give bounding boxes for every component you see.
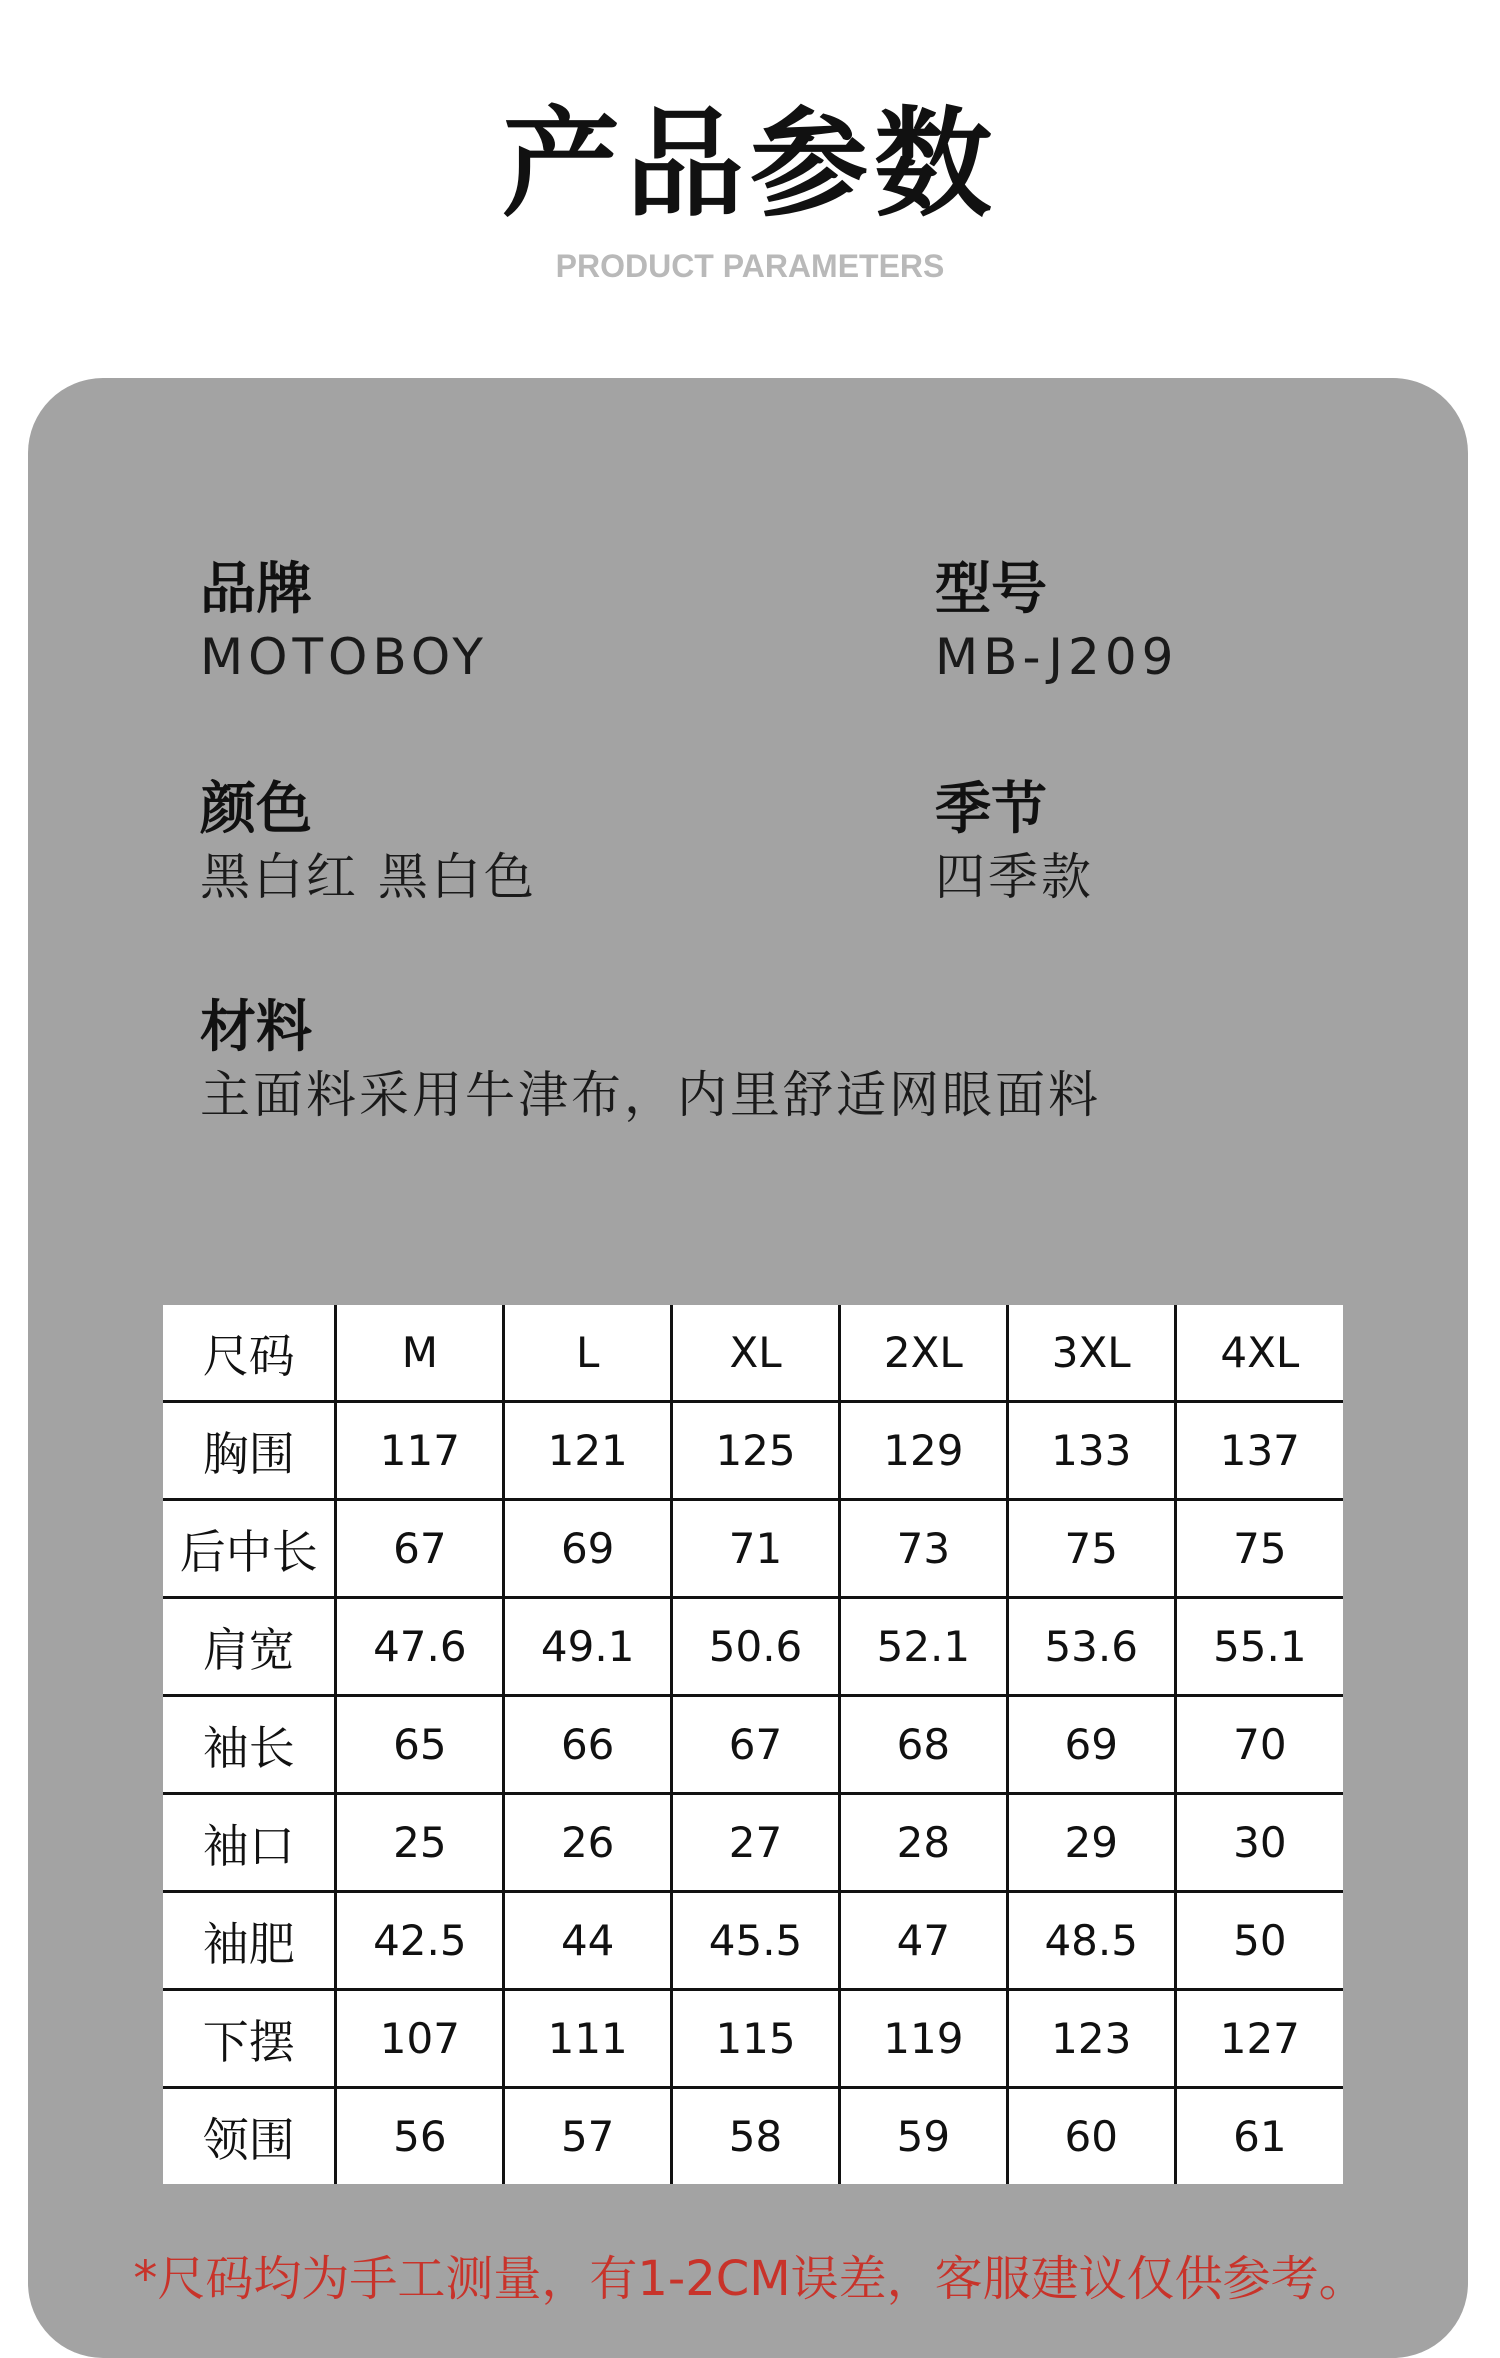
table-cell: 133 bbox=[1007, 1402, 1175, 1500]
spec-color bbox=[200, 777, 537, 906]
table-cell: 60 bbox=[1007, 2088, 1175, 2185]
table-cell: 25 bbox=[336, 1794, 504, 1892]
table-cell: 48.5 bbox=[1007, 1892, 1175, 1990]
table-cell: 50.6 bbox=[672, 1598, 840, 1696]
spec-material-value: 主面料采用牛津布，内里舒适网眼面料 bbox=[200, 1066, 1101, 1124]
table-cell: 119 bbox=[839, 1990, 1007, 2088]
spec-season bbox=[935, 777, 1094, 906]
table-cell: 67 bbox=[672, 1696, 840, 1794]
table-cell: 52.1 bbox=[839, 1598, 1007, 1696]
table-row-label: 后中长 bbox=[163, 1500, 336, 1598]
table-cell: 59 bbox=[839, 2088, 1007, 2185]
table-cell: 67 bbox=[336, 1500, 504, 1598]
table-cell: 55.1 bbox=[1175, 1598, 1343, 1696]
table-row bbox=[163, 1794, 1343, 1892]
table-cell: 47 bbox=[839, 1892, 1007, 1990]
table-cell: 58 bbox=[672, 2088, 840, 2185]
table-row-label: 肩宽 bbox=[163, 1598, 336, 1696]
table-cell: 137 bbox=[1175, 1402, 1343, 1500]
table-cell: 57 bbox=[504, 2088, 672, 2185]
table-header-cell: M bbox=[336, 1305, 504, 1402]
table-row-label: 领围 bbox=[163, 2088, 336, 2185]
table-cell: 117 bbox=[336, 1402, 504, 1500]
spec-color-value: 黑白红 黑白色 bbox=[200, 848, 537, 906]
table-row-label: 袖肥 bbox=[163, 1892, 336, 1990]
table-row-label: 袖口 bbox=[163, 1794, 336, 1892]
spec-model-value: MB-J209 bbox=[935, 628, 1179, 686]
table-header-cell: 2XL bbox=[839, 1305, 1007, 1402]
table-cell: 28 bbox=[839, 1794, 1007, 1892]
table-row bbox=[163, 1402, 1343, 1500]
table-cell: 75 bbox=[1007, 1500, 1175, 1598]
table-cell: 123 bbox=[1007, 1990, 1175, 2088]
table-row-label: 下摆 bbox=[163, 1990, 336, 2088]
table-cell: 49.1 bbox=[504, 1598, 672, 1696]
table-cell: 27 bbox=[672, 1794, 840, 1892]
table-cell: 111 bbox=[504, 1990, 672, 2088]
table-cell: 29 bbox=[1007, 1794, 1175, 1892]
table-cell: 71 bbox=[672, 1500, 840, 1598]
table-cell: 69 bbox=[1007, 1696, 1175, 1794]
table-cell: 61 bbox=[1233, 2112, 1287, 2161]
page-title: 产品参数 bbox=[501, 95, 998, 233]
table-row-label: 袖长 bbox=[163, 1696, 336, 1794]
size-table-header-row bbox=[163, 1305, 1343, 1402]
table-row bbox=[163, 2088, 1343, 2185]
table-header-cell: 尺码 bbox=[163, 1305, 336, 1402]
table-row bbox=[163, 1500, 1343, 1598]
table-cell: 53.6 bbox=[1007, 1598, 1175, 1696]
spec-model bbox=[935, 557, 1179, 686]
spec-brand-label: 品牌 bbox=[200, 557, 312, 622]
spec-season-value: 四季款 bbox=[935, 848, 1094, 906]
table-cell: 42.5 bbox=[336, 1892, 504, 1990]
spec-material-label: 材料 bbox=[200, 995, 312, 1060]
table-header-cell: XL bbox=[672, 1305, 840, 1402]
table-cell: 56 bbox=[336, 2088, 504, 2185]
table-header-cell: 3XL bbox=[1007, 1305, 1175, 1402]
table-header-cell: 4XL bbox=[1175, 1305, 1343, 1402]
table-cell: 66 bbox=[504, 1696, 672, 1794]
spec-model-label: 型号 bbox=[935, 557, 1047, 622]
page-subtitle: PRODUCT PARAMETERS bbox=[555, 248, 945, 284]
spec-material bbox=[200, 995, 1101, 1124]
table-row bbox=[163, 1598, 1343, 1696]
table-cell: 70 bbox=[1175, 1696, 1343, 1794]
spec-season-label: 季节 bbox=[935, 777, 1047, 842]
table-row bbox=[163, 1990, 1343, 2088]
table-cell: 69 bbox=[504, 1500, 672, 1598]
size-table bbox=[163, 1305, 1343, 2184]
table-row-label: 胸围 bbox=[163, 1402, 336, 1500]
table-cell: 26 bbox=[504, 1794, 672, 1892]
table-cell: 121 bbox=[504, 1402, 672, 1500]
table-cell: 125 bbox=[672, 1402, 840, 1500]
table-cell: 107 bbox=[336, 1990, 504, 2088]
table-cell: 68 bbox=[839, 1696, 1007, 1794]
table-cell: 115 bbox=[672, 1990, 840, 2088]
spec-color-label: 颜色 bbox=[200, 777, 312, 842]
spec-brand-value: MOTOBOY bbox=[200, 628, 488, 686]
table-header-cell: L bbox=[504, 1305, 672, 1402]
table-cell: 45.5 bbox=[672, 1892, 840, 1990]
table-cell: 65 bbox=[336, 1696, 504, 1794]
table-row bbox=[163, 1696, 1343, 1794]
table-cell: 44 bbox=[504, 1892, 672, 1990]
table-row bbox=[163, 1892, 1343, 1990]
table-cell: 127 bbox=[1175, 1990, 1343, 2088]
measurement-note: *尺码均为手工测量，有1-2CM误差，客服建议仅供参考。 bbox=[133, 2251, 1367, 2307]
table-cell: 50 bbox=[1175, 1892, 1343, 1990]
table-cell: 129 bbox=[839, 1402, 1007, 1500]
spec-brand bbox=[200, 557, 488, 686]
table-cell: 75 bbox=[1175, 1500, 1343, 1598]
table-cell: 30 bbox=[1175, 1794, 1343, 1892]
table-cell: 47.6 bbox=[336, 1598, 504, 1696]
table-cell: 73 bbox=[839, 1500, 1007, 1598]
